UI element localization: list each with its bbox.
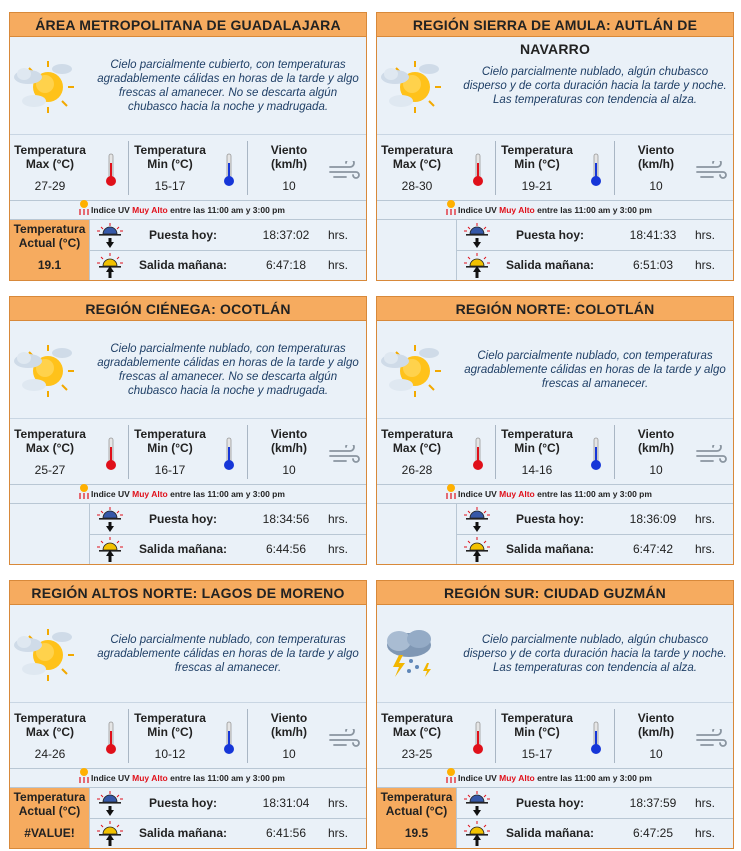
sun-times (377, 788, 733, 848)
max-temp (377, 419, 457, 485)
min-temp-unit: Min (°C) (147, 441, 193, 455)
max-temp (10, 419, 90, 485)
max-temp-unit: Max (°C) (25, 157, 75, 171)
min-temp (130, 703, 210, 769)
uv-sun-icon (443, 482, 459, 500)
thunderstorm-icon (379, 623, 441, 685)
sunrise-icon (96, 252, 124, 278)
wind-label: Viento (637, 143, 675, 157)
temperature-stats (377, 703, 733, 769)
sunset-icon (463, 790, 491, 816)
uv-sun-icon (443, 198, 459, 216)
min-temp-unit: Min (°C) (514, 441, 560, 455)
thermometer-hot-icon (471, 437, 485, 471)
region-card (376, 296, 734, 565)
wind-unit: (km/h) (638, 157, 674, 171)
sunrise-time: 6:51:03 (632, 258, 674, 272)
sunrise-unit: hrs. (695, 258, 716, 272)
max-temp-value: 24-26 (34, 747, 66, 761)
uv-index (377, 485, 733, 504)
wind-speed (250, 703, 328, 769)
forecast-text: Cielo parcialmente nublado, algún chubasco disperso y de corta duración hacia la tarde y noche. Las temperaturas con tendencia al alza. (463, 65, 727, 106)
min-temp-label: Temperatura (501, 143, 573, 157)
min-temp (130, 419, 210, 485)
forecast-section (10, 605, 366, 703)
uv-index (10, 485, 366, 504)
sunset-icon (96, 506, 124, 532)
current-temp-unit: Actual (°C) (385, 804, 448, 818)
divider (247, 141, 248, 195)
current-temp-value: #VALUE! (24, 826, 75, 840)
sunset-time: 18:34:56 (262, 512, 310, 526)
sun-times (10, 788, 366, 848)
thermometer-cold-icon (589, 721, 603, 755)
region-card (9, 12, 367, 281)
min-temp-unit: Min (°C) (147, 725, 193, 739)
sun-times (377, 504, 733, 564)
temperature-stats (10, 135, 366, 201)
wind-unit: (km/h) (271, 157, 307, 171)
min-temp (497, 135, 577, 201)
max-temp-value: 27-29 (34, 179, 66, 193)
max-temp-unit: Max (°C) (392, 157, 442, 171)
current-temp-label: Temperatura (380, 790, 453, 804)
sunset-row (377, 788, 733, 818)
wind-unit: (km/h) (638, 725, 674, 739)
sunset-unit: hrs. (695, 512, 716, 526)
thermometer-hot-icon (471, 721, 485, 755)
current-temp-value: 19.1 (37, 258, 62, 272)
wind-icon (328, 729, 362, 747)
divider (128, 141, 129, 195)
wind-unit: (km/h) (638, 441, 674, 455)
min-temp (130, 135, 210, 201)
sunset-time: 18:37:02 (262, 228, 310, 242)
max-temp-unit: Max (°C) (25, 725, 75, 739)
region-title: REGIÓN ALTOS NORTE: LAGOS DE MORENO (10, 581, 366, 605)
thermometer-cold-icon (589, 437, 603, 471)
uv-level: Muy Alto (132, 773, 168, 783)
sun-times (10, 220, 366, 280)
sunrise-icon (96, 820, 124, 846)
sunrise-time: 6:47:42 (632, 542, 674, 556)
uv-period: entre las 11:00 am y 3:00 pm (170, 205, 285, 215)
sunset-unit: hrs. (695, 796, 716, 810)
sunset-time: 18:31:04 (262, 796, 310, 810)
max-temp-unit: Max (°C) (392, 725, 442, 739)
divider (247, 425, 248, 479)
min-temp-value: 14-16 (521, 463, 553, 477)
sunrise-time: 6:47:18 (265, 258, 307, 272)
sunrise-label: Salida mañana: (138, 542, 228, 556)
partly-cloudy-sun-icon (12, 339, 74, 401)
current-temp-unit: Actual (°C) (18, 236, 81, 250)
forecast-text: Cielo parcialmente nublado, con temperaturas agradablemente cálidas en horas de la tarde y algo frescas al amanecer. (464, 349, 726, 390)
max-temp (377, 703, 457, 769)
min-temp-unit: Min (°C) (147, 157, 193, 171)
forecast-section (377, 37, 733, 135)
uv-label: Indice UV (458, 489, 497, 499)
region-card (376, 12, 734, 281)
wind-icon (328, 445, 362, 463)
uv-label: Indice UV (91, 489, 130, 499)
wind-icon (695, 729, 729, 747)
sunrise-icon (463, 820, 491, 846)
uv-index (10, 201, 366, 220)
sunset-row (10, 220, 366, 250)
partly-cloudy-sun-icon (12, 623, 74, 685)
max-temp-unit: Max (°C) (25, 441, 75, 455)
uv-level: Muy Alto (132, 489, 168, 499)
sunset-label: Puesta hoy: (148, 512, 217, 526)
divider (128, 425, 129, 479)
temperature-stats (10, 419, 366, 485)
sunrise-unit: hrs. (695, 826, 716, 840)
sunset-label: Puesta hoy: (515, 228, 584, 242)
sunset-icon (96, 790, 124, 816)
min-temp-unit: Min (°C) (514, 725, 560, 739)
min-temp-label: Temperatura (134, 711, 206, 725)
divider (614, 141, 615, 195)
uv-index (10, 769, 366, 788)
thermometer-hot-icon (471, 153, 485, 187)
region-title: REGIÓN SIERRA DE AMULA: AUTLÁN DE NAVARRO (377, 13, 733, 37)
sunrise-unit: hrs. (328, 258, 349, 272)
sunset-time: 18:36:09 (629, 512, 677, 526)
max-temp-label: Temperatura (381, 143, 453, 157)
wind-label: Viento (270, 711, 308, 725)
min-temp-label: Temperatura (134, 427, 206, 441)
divider (614, 425, 615, 479)
uv-level: Muy Alto (499, 489, 535, 499)
temperature-stats (377, 135, 733, 201)
sunrise-label: Salida mañana: (505, 826, 595, 840)
current-temp-label: Temperatura (13, 222, 86, 236)
uv-index (377, 769, 733, 788)
uv-period: entre las 11:00 am y 3:00 pm (537, 773, 652, 783)
region-title: REGIÓN SUR: CIUDAD GUZMÁN (377, 581, 733, 605)
sunrise-unit: hrs. (695, 542, 716, 556)
sunset-label: Puesta hoy: (148, 228, 217, 242)
min-temp-unit: Min (°C) (514, 157, 560, 171)
sunset-label: Puesta hoy: (515, 796, 584, 810)
uv-level: Muy Alto (499, 205, 535, 215)
divider (495, 141, 496, 195)
thermometer-cold-icon (222, 721, 236, 755)
region-title: REGIÓN NORTE: COLOTLÁN (377, 297, 733, 321)
wind-value: 10 (649, 179, 663, 193)
forecast-section (377, 321, 733, 419)
sunrise-icon (96, 536, 124, 562)
sunrise-time: 6:47:25 (632, 826, 674, 840)
min-temp-value: 15-17 (521, 747, 553, 761)
region-title: ÁREA METROPOLITANA DE GUADALAJARA (10, 13, 366, 37)
uv-label: Indice UV (458, 205, 497, 215)
max-temp-label: Temperatura (381, 427, 453, 441)
min-temp-label: Temperatura (501, 427, 573, 441)
min-temp-label: Temperatura (501, 711, 573, 725)
max-temp-label: Temperatura (381, 711, 453, 725)
uv-period: entre las 11:00 am y 3:00 pm (170, 489, 285, 499)
sunrise-row (10, 534, 366, 564)
uv-period: entre las 11:00 am y 3:00 pm (537, 489, 652, 499)
temperature-stats (10, 703, 366, 769)
wind-icon (328, 161, 362, 179)
sunrise-row (377, 250, 733, 280)
thermometer-cold-icon (222, 437, 236, 471)
sunrise-label: Salida mañana: (505, 542, 595, 556)
uv-sun-icon (443, 766, 459, 784)
thermometer-hot-icon (104, 153, 118, 187)
uv-period: entre las 11:00 am y 3:00 pm (537, 205, 652, 215)
partly-cloudy-sun-icon (379, 55, 441, 117)
sunrise-row (10, 250, 366, 280)
uv-label: Indice UV (91, 205, 130, 215)
min-temp (497, 703, 577, 769)
min-temp-value: 19-21 (521, 179, 553, 193)
max-temp (377, 135, 457, 201)
forecast-text: Cielo parcialmente nublado, con temperaturas agradablemente cálidas en horas de la tarde y algo frescas al amanecer. No se descarta algún chubasco hacia la noche y madrugada. (97, 342, 359, 397)
uv-level: Muy Alto (499, 773, 535, 783)
wind-speed (617, 135, 695, 201)
min-temp-value: 16-17 (154, 463, 186, 477)
forecast-section (377, 605, 733, 703)
wind-speed (617, 703, 695, 769)
min-temp-value: 10-12 (154, 747, 186, 761)
max-temp-label: Temperatura (14, 143, 86, 157)
max-temp-value: 23-25 (401, 747, 433, 761)
sunrise-row (377, 818, 733, 848)
wind-icon (695, 445, 729, 463)
thermometer-cold-icon (589, 153, 603, 187)
current-temp-unit: Actual (°C) (18, 804, 81, 818)
sunset-unit: hrs. (695, 228, 716, 242)
max-temp-value: 25-27 (34, 463, 66, 477)
uv-index (377, 201, 733, 220)
wind-unit: (km/h) (271, 441, 307, 455)
wind-label: Viento (637, 711, 675, 725)
max-temp-value: 26-28 (401, 463, 433, 477)
max-temp (10, 135, 90, 201)
uv-level: Muy Alto (132, 205, 168, 215)
max-temp-value: 28-30 (401, 179, 433, 193)
current-temp-value: 19.5 (404, 826, 429, 840)
thermometer-hot-icon (104, 721, 118, 755)
sunset-label: Puesta hoy: (515, 512, 584, 526)
sunrise-row (377, 534, 733, 564)
uv-label: Indice UV (91, 773, 130, 783)
wind-label: Viento (270, 427, 308, 441)
sunrise-row (10, 818, 366, 848)
sun-times (377, 220, 733, 280)
divider (128, 709, 129, 763)
wind-speed (617, 419, 695, 485)
wind-speed (250, 135, 328, 201)
uv-label: Indice UV (458, 773, 497, 783)
sunrise-unit: hrs. (328, 826, 349, 840)
thermometer-hot-icon (104, 437, 118, 471)
sunset-unit: hrs. (328, 796, 349, 810)
partly-cloudy-sun-icon (379, 339, 441, 401)
sunset-row (10, 504, 366, 534)
sunrise-time: 6:44:56 (265, 542, 307, 556)
max-temp (10, 703, 90, 769)
sunset-row (377, 220, 733, 250)
sunrise-icon (463, 252, 491, 278)
sunrise-label: Salida mañana: (138, 258, 228, 272)
sunset-time: 18:41:33 (629, 228, 677, 242)
sunset-icon (96, 222, 124, 248)
forecast-text: Cielo parcialmente nublado, algún chubasco disperso y de corta duración hacia la tarde y noche. Las temperaturas con tendencia al alza. (463, 633, 727, 674)
partly-cloudy-sun-icon (12, 55, 74, 117)
divider (614, 709, 615, 763)
sunset-time: 18:37:59 (629, 796, 677, 810)
sunset-icon (463, 506, 491, 532)
wind-label: Viento (270, 143, 308, 157)
sun-times (10, 504, 366, 564)
min-temp (497, 419, 577, 485)
sunset-row (377, 504, 733, 534)
max-temp-label: Temperatura (14, 711, 86, 725)
sunrise-label: Salida mañana: (138, 826, 228, 840)
sunset-unit: hrs. (328, 228, 349, 242)
wind-value: 10 (282, 747, 296, 761)
wind-speed (250, 419, 328, 485)
region-card (9, 296, 367, 565)
thermometer-cold-icon (222, 153, 236, 187)
region-title: REGIÓN CIÉNEGA: OCOTLÁN (10, 297, 366, 321)
uv-sun-icon (76, 482, 92, 500)
sunset-icon (463, 222, 491, 248)
region-card (376, 580, 734, 849)
sunrise-unit: hrs. (328, 542, 349, 556)
divider (495, 425, 496, 479)
temperature-stats (377, 419, 733, 485)
current-temp-label: Temperatura (13, 790, 86, 804)
wind-value: 10 (282, 179, 296, 193)
wind-unit: (km/h) (271, 725, 307, 739)
max-temp-unit: Max (°C) (392, 441, 442, 455)
wind-value: 10 (649, 747, 663, 761)
min-temp-label: Temperatura (134, 143, 206, 157)
sunrise-time: 6:41:56 (265, 826, 307, 840)
wind-value: 10 (649, 463, 663, 477)
divider (247, 709, 248, 763)
wind-value: 10 (282, 463, 296, 477)
uv-sun-icon (76, 766, 92, 784)
wind-icon (695, 161, 729, 179)
sunset-row (10, 788, 366, 818)
divider (495, 709, 496, 763)
sunrise-icon (463, 536, 491, 562)
forecast-text: Cielo parcialmente cubierto, con temperaturas agradablemente cálidas en horas de la tarde y algo frescas al amanecer. No se descarta algún chubasco hacia la noche y madrugada. (97, 58, 359, 113)
region-card (9, 580, 367, 849)
forecast-section (10, 321, 366, 419)
sunrise-label: Salida mañana: (505, 258, 595, 272)
wind-label: Viento (637, 427, 675, 441)
sunset-label: Puesta hoy: (148, 796, 217, 810)
sunset-unit: hrs. (328, 512, 349, 526)
uv-period: entre las 11:00 am y 3:00 pm (170, 773, 285, 783)
uv-sun-icon (76, 198, 92, 216)
forecast-section (10, 37, 366, 135)
min-temp-value: 15-17 (154, 179, 186, 193)
forecast-text: Cielo parcialmente nublado, con temperaturas agradablemente cálidas en horas de la tarde y algo frescas al amanecer. (97, 633, 359, 674)
max-temp-label: Temperatura (14, 427, 86, 441)
